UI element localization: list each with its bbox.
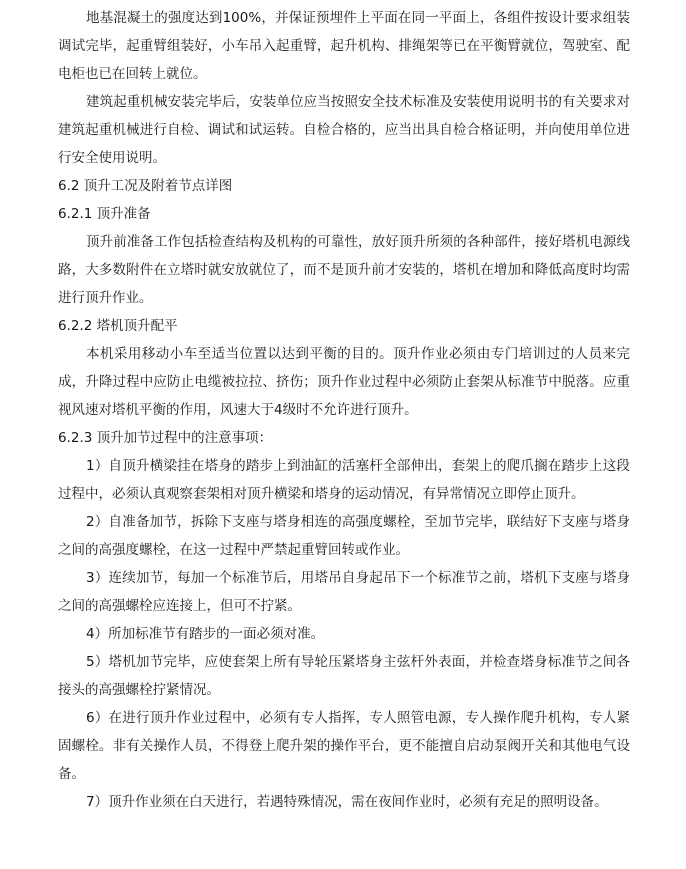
paragraph-jacking-balance: 本机采用移动小车至适当位置以达到平衡的目的。顶升作业必须由专门培训过的人员来完成，升降过程中应防止电缆被拉拉、挤伤；顶升作业过程中必须防止套架从标准节中脱落。应重视风速对塔机平衡的作用，风速大于4级时不允许进行顶升。 (58, 346, 630, 418)
paragraph-self-inspection: 建筑起重机械安装完毕后，安装单位应当按照安全技术标准及安装使用说明书的有关要求对建筑起重机械进行自检、调试和试运转。自检合格的，应当出具自检合格证明，并向使用单位进行安全使用说明。 (58, 94, 630, 166)
document-page (58, 4, 630, 816)
list-item-6: 6）在进行顶升作业过程中，必须有专人指挥，专人照管电源，专人操作爬升机构，专人紧固螺栓。非有关操作人员，不得登上爬升架的操作平台，更不能擅自启动泵阀开关和其他电气设备。 (58, 710, 630, 782)
list-item-2: 2）自准备加节，拆除下支座与塔身相连的高强度螺栓，至加节完毕，联结好下支座与塔身之间的高强度螺栓，在这一过程中严禁起重臂回转或作业。 (58, 514, 630, 558)
paragraph-jacking-preparation: 顶升前准备工作包括检查结构及机构的可靠性，放好顶升所须的各种部件，接好塔机电源线路，大多数附件在立塔时就安放就位了，而不是顶升前才安装的，塔机在增加和降低高度时均需进行顶升作业。 (58, 234, 630, 306)
section-heading-6-2-1: 6.2.1 顶升准备 (58, 206, 151, 222)
section-heading-6-2-3: 6.2.3 顶升加节过程中的注意事项： (58, 430, 273, 446)
list-item-4: 4）所加标准节有踏步的一面必须对准。 (86, 626, 325, 642)
list-item-7: 7）顶升作业须在白天进行，若遇特殊情况，需在夜间作业时，必须有充足的照明设备。 (86, 794, 608, 810)
list-item-1: 1）自顶升横梁挂在塔身的踏步上到油缸的活塞杆全部伸出，套架上的爬爪搁在踏步上这段过程中，必须认真观察套架相对顶升横梁和塔身的运动情况，有异常情况立即停止顶升。 (58, 458, 630, 502)
section-heading-6-2: 6.2 顶升工况及附着节点详图 (58, 178, 233, 194)
list-item-3: 3）连续加节，每加一个标准节后，用塔吊自身起吊下一个标准节之前，塔机下支座与塔身之间的高强螺栓应连接上，但可不拧紧。 (58, 570, 630, 614)
list-item-5: 5）塔机加节完毕，应使套架上所有导轮压紧塔身主弦杆外表面，并检查塔身标准节之间各接头的高强螺栓拧紧情况。 (58, 654, 630, 698)
paragraph-foundation: 地基混凝土的强度达到100%，并保证预埋件上平面在同一平面上，各组件按设计要求组装调试完毕，起重臂组装好，小车吊入起重臂，起升机构、排绳架等已在平衡臂就位，驾驶室、配电柜也已在回转上就位。 (58, 10, 630, 82)
section-heading-6-2-2: 6.2.2 塔机顶升配平 (58, 318, 178, 334)
